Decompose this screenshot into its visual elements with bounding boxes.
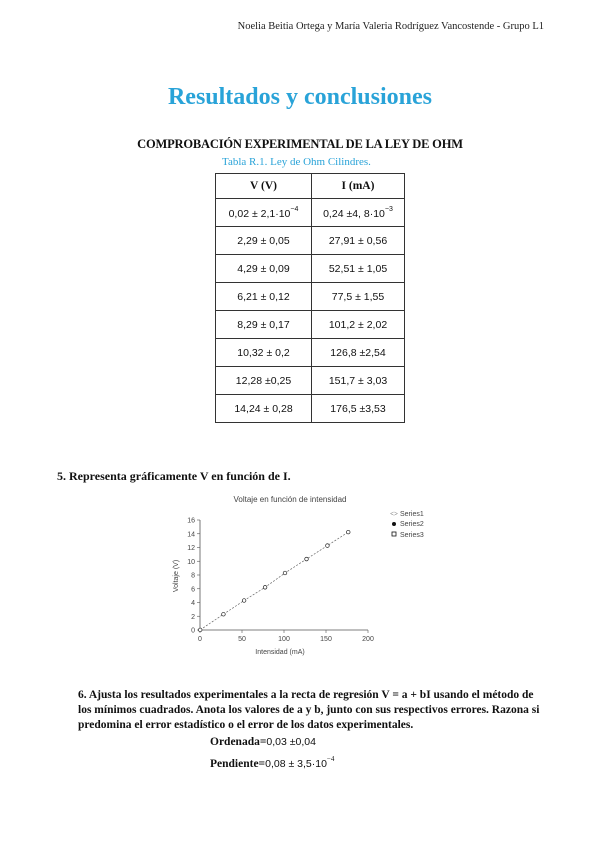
data-point — [283, 571, 287, 575]
ohm-data-table — [215, 173, 405, 423]
x-tick-label: 150 — [320, 636, 332, 643]
page-title: Resultados y conclusiones — [167, 84, 433, 110]
table-cell: 151,7 ± 3,03 — [312, 367, 405, 395]
x-tick-label: 100 — [278, 636, 290, 643]
table-row — [216, 395, 405, 423]
table-row — [216, 339, 405, 367]
table-row — [216, 199, 405, 227]
section-subtitle: COMPROBACIÓN EXPERIMENTAL DE LA LEY DE OHM — [137, 137, 463, 151]
ordenada-value: 0,03 ±0,04 — [266, 736, 316, 748]
x-tick-label: 50 — [238, 636, 246, 643]
legend-label-series2: Series2 — [400, 521, 424, 528]
table-cell: 12,28 ±0,25 — [216, 367, 312, 395]
legend-marker-series3 — [392, 532, 396, 536]
pendiente-result — [210, 755, 334, 770]
y-tick-label: 2 — [191, 613, 195, 621]
y-tick-label: 0 — [191, 627, 195, 635]
data-point — [222, 612, 226, 616]
legend-label-series3: Series3 — [400, 532, 424, 539]
y-tick-label: 10 — [187, 558, 195, 566]
legend-label-series1: Series1 — [400, 511, 424, 518]
data-point — [242, 599, 246, 603]
legend-marker-series2 — [392, 522, 396, 526]
table-cell: 101,2 ± 2,02 — [312, 311, 405, 339]
y-axis-label: Voltaje (V) — [173, 559, 180, 593]
ordenada-result — [210, 736, 316, 748]
y-tick-label: 12 — [187, 545, 195, 552]
question-6: 6. Ajusta los resultados experimentales a la recta de regresión V = a + bI usando el método de los mínimos cuadrados. Anota los valores de a y b, junto con sus respectivos errores. Razona si predomina el error estadístico o el error de los datos experimentales. — [78, 689, 540, 731]
table-cell: 4,29 ± 0,09 — [216, 255, 312, 283]
ordenada-label: Ordenada= — [210, 736, 267, 748]
table-row — [216, 283, 405, 311]
table-cell: 77,5 ± 1,55 — [312, 283, 405, 311]
column-header-current: I (mA) — [312, 174, 405, 199]
column-header-voltage: V (V) — [216, 174, 312, 199]
question-5: 5. Representa gráficamente V en función de I. — [57, 469, 291, 483]
voltage-current-chart — [160, 490, 460, 665]
pendiente-label: Pendiente= — [210, 758, 266, 770]
y-tick-label: 14 — [187, 531, 195, 539]
pendiente-exponent: −4 — [326, 755, 335, 763]
table-cell: 6,21 ± 0,12 — [216, 283, 312, 311]
chart-title: Voltaje en función de intensidad — [233, 495, 347, 504]
pendiente-value: 0,08 ± 3,5·10 — [265, 758, 327, 770]
table-header-row — [216, 174, 405, 199]
y-tick-label: 6 — [191, 586, 195, 594]
table-caption: Tabla R.1. Ley de Ohm Cilindres. — [222, 156, 371, 168]
table-cell: 8,29 ± 0,17 — [216, 311, 312, 339]
table-cell: 10,32 ± 0,2 — [216, 339, 312, 367]
table-cell: 27,91 ± 0,56 — [312, 227, 405, 255]
table-cell: 126,8 ±2,54 — [312, 339, 405, 367]
x-axis-label: Intensidad (mA) — [255, 649, 305, 656]
data-point — [198, 628, 202, 632]
data-point — [263, 586, 267, 590]
table-cell: 52,51 ± 1,05 — [312, 255, 405, 283]
y-tick-label: 8 — [191, 572, 195, 580]
x-tick-label: 0 — [198, 636, 202, 643]
table-cell: 14,24 ± 0,28 — [216, 395, 312, 423]
page-header: Noelia Beitia Ortega y María Valeria Rodríguez Vancostende - Grupo L1 — [237, 21, 544, 32]
table-cell: $0,02 \pm 2,1\cdot 10^{-4}$ — [216, 199, 312, 227]
table-cell: 0,24 ±4, $8\cdot 10^{-3}$ — [312, 199, 405, 227]
table-row — [216, 227, 405, 255]
chart-legend — [390, 510, 424, 539]
data-point — [326, 544, 330, 548]
data-point — [305, 557, 309, 561]
table-cell: 2,29 ± 0,05 — [216, 227, 312, 255]
y-tick-label: 16 — [187, 517, 195, 525]
legend-marker-series1: <> — [390, 510, 398, 518]
table-row — [216, 255, 405, 283]
table-row — [216, 311, 405, 339]
data-point — [346, 530, 350, 534]
table-cell: 176,5 ±3,53 — [312, 395, 405, 423]
x-tick-label: 200 — [362, 636, 374, 643]
y-tick-label: 4 — [191, 600, 195, 607]
table-row — [216, 367, 405, 395]
